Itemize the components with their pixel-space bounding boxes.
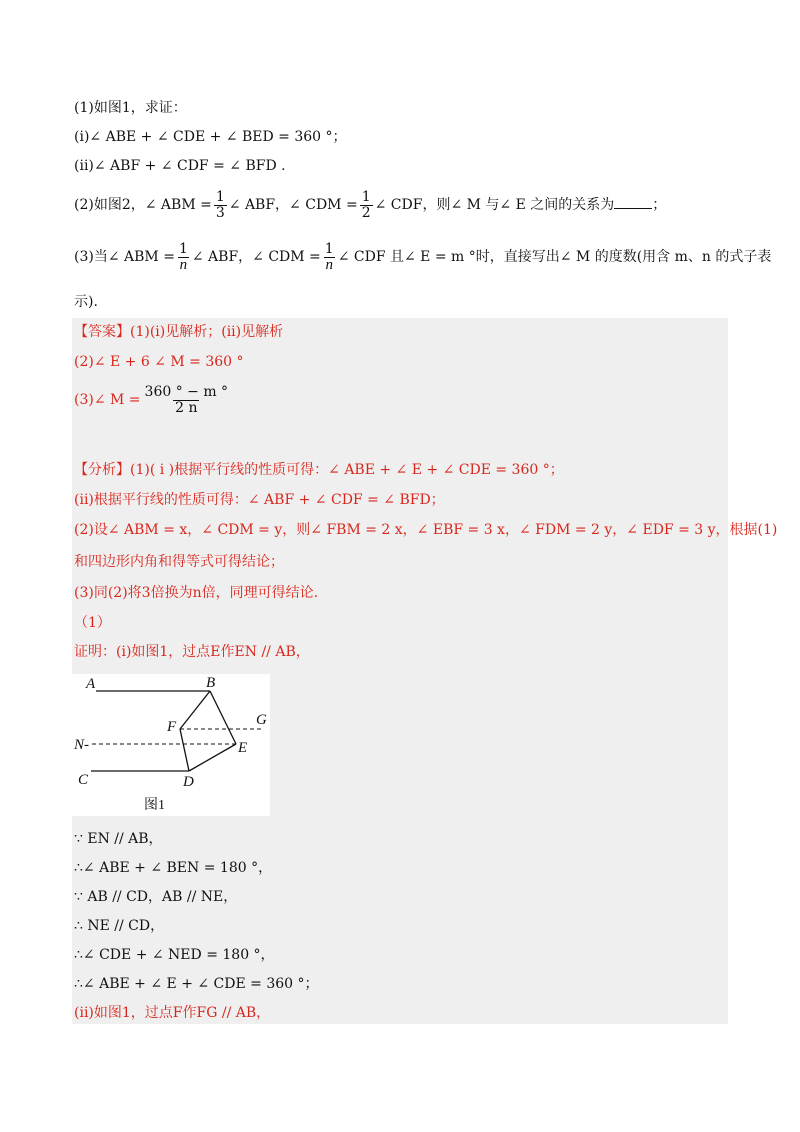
q1-part-i: (i)∠ ABE + ∠ CDE + ∠ BED = 360 °；	[74, 129, 347, 145]
analysis-1: (1)( ⅰ )根据平行线的性质可得：∠ ABE + ∠ E + ∠ CDE = 360 °；	[130, 462, 564, 478]
answer-2: (2)∠ E + 6 ∠ M = 360 °	[74, 354, 244, 370]
label-g: G	[256, 712, 267, 728]
q2-frac1-num: 1	[215, 188, 225, 205]
q3-frac2-num: 1	[324, 240, 334, 257]
label-d: D	[183, 774, 194, 790]
q3-frac2-den: n	[325, 256, 333, 273]
segment-fd	[180, 729, 189, 771]
q2-text-d: ；	[652, 197, 667, 213]
q3-frac1-num: 1	[178, 240, 188, 257]
label-e: E	[238, 740, 248, 756]
analysis-5: (3)同(2)将3倍换为n倍，同理可得结论.	[74, 585, 319, 601]
label-b: B	[206, 675, 216, 691]
q3-tail: 示).	[74, 294, 98, 310]
solution-part-label: （1）	[74, 615, 111, 631]
q1-heading: (1)如图1，求证：	[74, 100, 187, 116]
answer-3-prefix: (3)∠ M =	[74, 392, 141, 408]
answer-label: 【答案】	[74, 324, 130, 340]
figure-caption: 图1	[144, 798, 165, 813]
proof-step-3: ∵ AB // CD，AB // NE，	[74, 889, 238, 905]
q3-text	[74, 240, 771, 274]
q1-part-ii: (ii)∠ ABF + ∠ CDF = ∠ BFD .	[74, 158, 286, 174]
q2-text-c: ∠ CDF，则∠ M 与∠ E 之间的关系为	[374, 197, 615, 213]
analysis-3: (2)设∠ ABM = x，∠ CDM = y，则∠ FBM = 2 x，∠ EBF = 3 x，∠ FDM = 2 y，∠ EDF = 3 y，根据(1)	[74, 522, 778, 538]
label-f: F	[167, 719, 177, 735]
proof-step-1: ∵ EN // AB，	[74, 831, 163, 847]
answer-blank	[614, 194, 652, 209]
q2-frac1-den: 3	[215, 204, 225, 221]
q3-fraction-2	[323, 242, 336, 273]
proof-step-7: (ii)如图1，过点F作FG // AB，	[74, 1005, 271, 1021]
answer-panel	[72, 318, 728, 1024]
q2-fraction-2	[360, 190, 373, 221]
answer-3	[74, 382, 232, 418]
q2-text-a: (2)如图2，∠ ABM =	[74, 197, 212, 213]
q3-text-b: ∠ ABF，∠ CDM =	[191, 249, 321, 265]
label-n: N-	[74, 737, 89, 753]
answer-3-fraction	[143, 385, 231, 416]
analysis-2: (ii)根据平行线的性质可得：∠ ABF + ∠ CDF = ∠ BFD；	[74, 492, 445, 508]
label-a: A	[86, 676, 96, 692]
answer-3-den: 2 n	[175, 399, 198, 416]
q2-fraction-1	[214, 190, 227, 221]
proof-step-6: ∴∠ ABE + ∠ E + ∠ CDE = 360 °；	[74, 976, 319, 992]
segment-ed	[189, 744, 236, 771]
q3-frac1-den: n	[179, 256, 188, 273]
q2-text	[74, 188, 666, 222]
q2-frac2-den: 2	[361, 204, 371, 221]
answer-line-1	[74, 322, 283, 342]
proof-step-2: ∴∠ ABE + ∠ BEN = 180 °，	[74, 860, 273, 876]
q3-text-c: ∠ CDF 且∠ E = m °时，直接写出∠ M 的度数(用含 m、n 的式子表	[337, 249, 772, 265]
analysis-line-1	[74, 460, 564, 480]
answer-3-num: 360 ° − m °	[144, 383, 229, 400]
q3-fraction-1	[177, 242, 190, 273]
segment-be	[210, 691, 236, 744]
proof-step-4: ∴ NE // CD，	[74, 918, 165, 934]
q3-text-a: (3)当∠ ABM =	[74, 249, 175, 265]
proof-step-5: ∴∠ CDE + ∠ NED = 180 °，	[74, 947, 275, 963]
q2-text-b: ∠ ABF，∠ CDM =	[228, 197, 358, 213]
figure-1	[72, 674, 270, 816]
segment-bf	[180, 691, 210, 729]
q2-frac2-num: 1	[361, 188, 371, 205]
answer-1: (1)(i)见解析；(ii)见解析	[130, 324, 284, 340]
analysis-label: 【分析】	[74, 462, 130, 478]
label-c: C	[78, 772, 89, 788]
proof-intro: 证明：(i)如图1，过点E作EN // AB，	[74, 644, 310, 660]
analysis-4: 和四边形内角和得等式可得结论；	[74, 554, 284, 570]
